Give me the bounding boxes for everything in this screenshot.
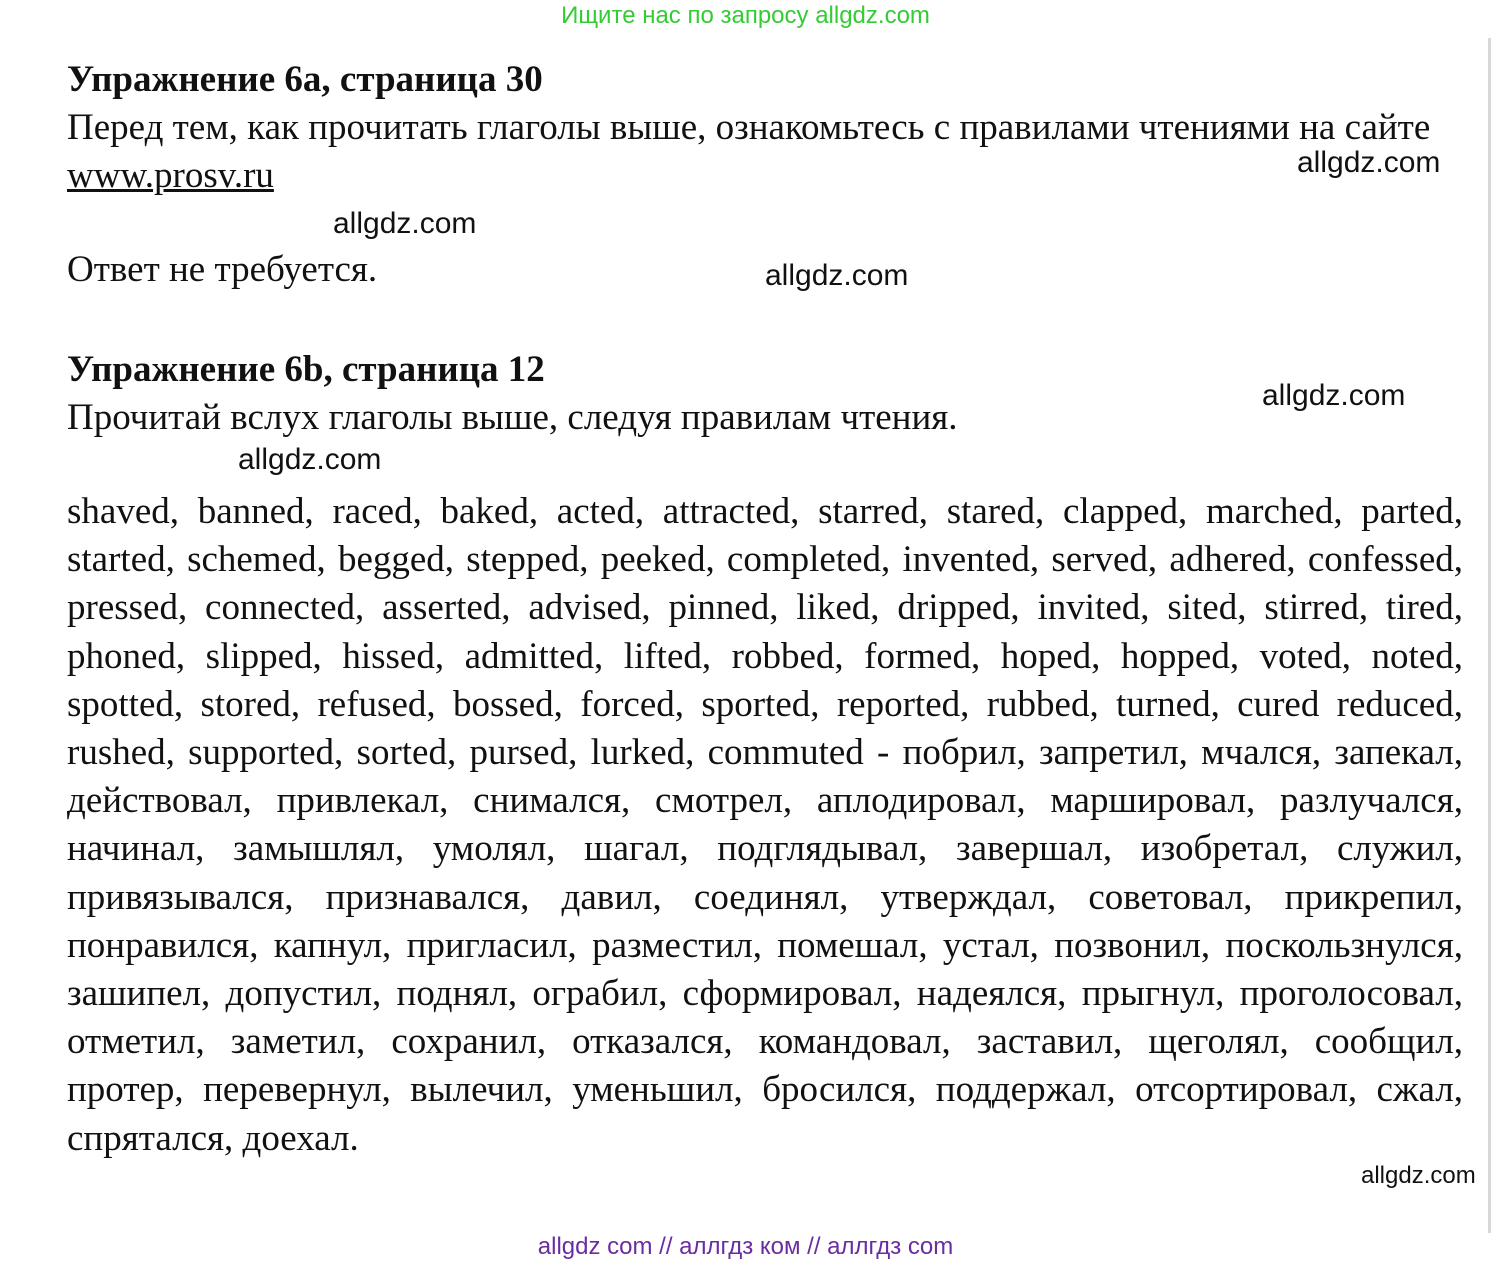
spacer: [67, 200, 1463, 246]
document-body: [67, 56, 1463, 1163]
spacer: [67, 294, 1463, 346]
watermark: allgdz.com: [1361, 1162, 1476, 1189]
section-6a-instruction-text: Перед тем, как прочитать глаголы выше, ознакомьтесь с правилами чтениями на сайте: [67, 107, 1431, 148]
section-6a-instruction: [67, 104, 1463, 200]
watermark: allgdz.com: [1297, 146, 1441, 179]
bottom-banner: allgdz com // аллгдз ком // аллгдз com: [537, 1233, 954, 1260]
section-6a-title: Упражнение 6а, страница 30: [67, 59, 543, 100]
section-6a-answer: Ответ не требуется.: [67, 249, 378, 290]
watermark: allgdz.com: [238, 443, 382, 476]
top-banner: Ищите нас по запросу allgdz.com: [561, 2, 930, 29]
watermark: allgdz.com: [1262, 379, 1406, 412]
section-6b-instruction: Прочитай вслух глаголы выше, следуя правилам чтения.: [67, 397, 958, 438]
section-6b-title: Упражнение 6b, страница 12: [67, 349, 545, 390]
prosv-link[interactable]: www.prosv.ru: [67, 155, 274, 196]
verbs-paragraph: shaved, banned, raced, baked, acted, attracted, starred, stared, clapped, marched, parted, started, schemed, begged, stepped, peeked, completed, invented, served, adhered, confessed, pressed, connected, asserted, advised, pinned, liked, dripped, invited, sited, stirred, tired, phoned, slipped, hissed, admitted, lifted, robbed, formed, hoped, hopped, voted, noted, spotted, stored, refused, bossed, forced, sported, reported, rubbed, turned, cured reduced, rushed, supported, sorted, pursed, lurked, commuted - побрил, запретил, мчался, запекал, действовал, привлекал, снимался, смотрел, аплодировал, маршировал, разлучался, начинал, замышлял, умолял, шагал, подглядывал, завершал, изобретал, служил, привязывался, признавался, давил, соединял, утверждал, советовал, прикрепил, понравился, капнул, пригласил, разместил, помешал, устал, позвонил, поскользнулся, зашипел, допустил, поднял, ограбил, сформировал, надеялся, прыгнул, проголосовал, отметил, заметил, сохранил, отказался, командовал, заставил, щеголял, сообщил, протер, перевернул, вылечил, уменьшил, бросился, поддержал, отсортировал, сжал, спрятался, доехал.: [67, 491, 1463, 1159]
watermark: allgdz.com: [765, 259, 909, 292]
watermark: allgdz.com: [333, 207, 477, 240]
